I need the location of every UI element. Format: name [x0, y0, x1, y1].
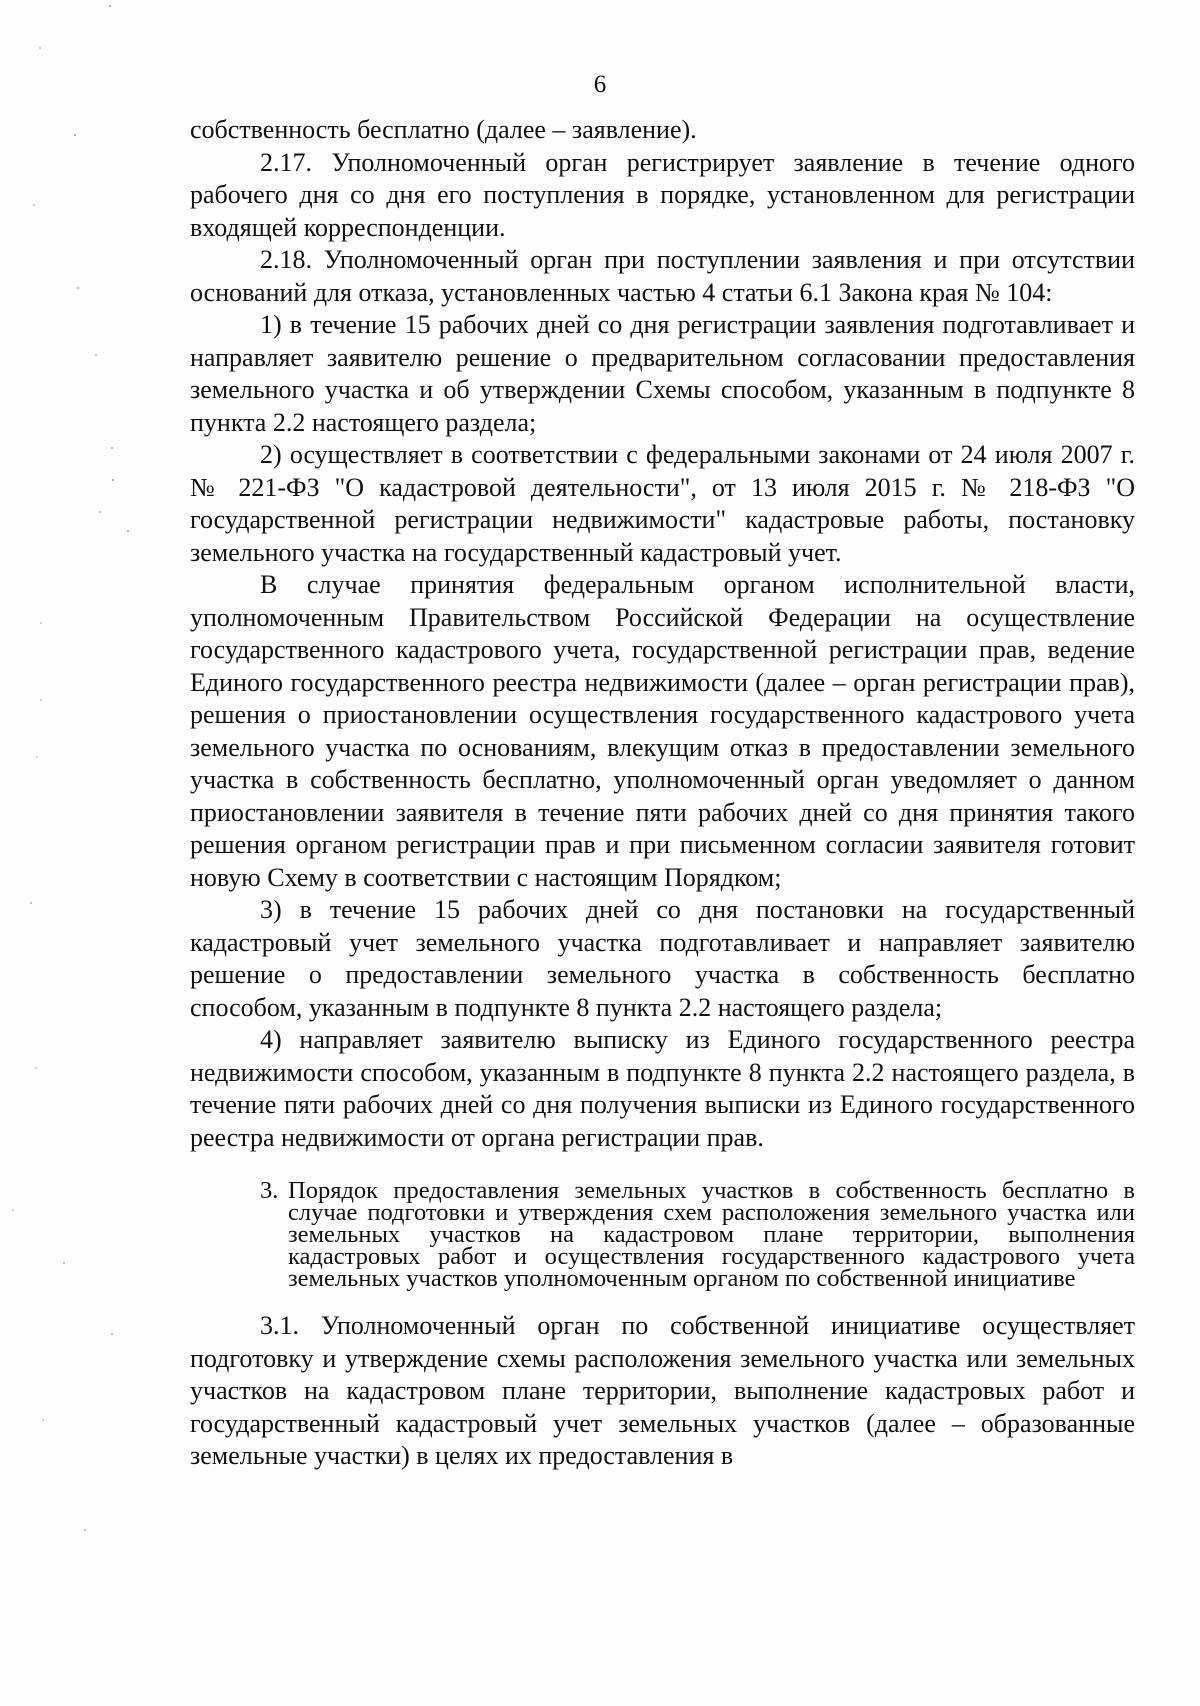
scan-artifacts [0, 0, 140, 1706]
list-item-4: 4) направляет заявителю выписку из Единого государственного реестра недвижимости способом, указанным в подпункте 8 пункта 2.2 настоящего раздела, в течение пяти рабочих дней со дня получения выписки из Единого государственного реестра недвижимости от органа регистрации прав. [190, 1025, 1135, 1152]
paragraph-3-1: 3.1. Уполномоченный орган по собственной инициативе осуществляет подготовку и утверждение схемы расположения земельного участка или земельных участков на кадастровом плане территории, выполнение кадастровых работ и государственный кадастровый учет земельных участков (далее – образованные земельные участки) в целях их предоставления в [190, 1311, 1135, 1470]
page-number: 6 [593, 71, 607, 98]
list-item-2: 2) осуществляет в соответствии с федеральными законами от 24 июля 2007 г. № 221-ФЗ "О кадастровой деятельности", от 13 июля 2015 г. № 218-ФЗ "О государственной регистрации недвижимости" кадастровые работы, постановку земельного участка на государственный кадастровый учет. [190, 440, 1135, 567]
section-number: 3. [260, 1177, 279, 1204]
list-item-3: 3) в течение 15 рабочих дней со дня постановки на государственный кадастровый учет земельного участка подготавливает и направляет заявителю решение о предоставлении земельного участка в собственность бесплатно способом, указанным в подпункте 8 пункта 2.2 настоящего раздела; [190, 895, 1135, 1022]
paragraph-continuation: собственность бесплатно (далее – заявление). [190, 115, 697, 144]
section-heading [190, 1177, 1135, 1292]
paragraph-2-17: 2.17. Уполномоченный орган регистрирует заявление в течение одного рабочего дня со дня его поступления в порядке, установленном для регистрации входящей корреспонденции. [190, 147, 1135, 242]
list-item-1: 1) в течение 15 рабочих дней со дня регистрации заявления подготавливает и направляет заявителю решение о предварительном согласовании предоставления земельного участка и об утверждении Схемы способом, указанным в подпункте 8 пункта 2.2 настоящего раздела; [190, 310, 1135, 437]
paragraph-2-18: 2.18. Уполномоченный орган при поступлении заявления и при отсутствии оснований для отказа, установленных частью 4 статьи 6.1 Закона края № 104: [190, 245, 1135, 307]
section-title: Порядок предоставления земельных участков в собственность бесплатно в случае подготовки и утверждения схем расположения земельного участка или земельных участков на кадастровом плане территории, выполнения кадастровых работ и осуществления государственного кадастрового учета земельных участков уполномоченным органом по собственной инициативе [288, 1177, 1135, 1292]
document-body [190, 114, 1135, 1473]
paragraph-suspension-case: В случае принятия федеральным органом исполнительной власти, уполномоченным Правительством Российской Федерации на осуществление государственного кадастрового учета, государственной регистрации прав, ведение Единого государственного реестра недвижимости (далее – орган регистрации прав), решения о приостановлении осуществления государственного кадастрового учета земельного участка по основаниям, влекущим отказ в предоставлении земельного участка в собственность бесплатно, уполномоченный орган уведомляет о данном приостановлении заявителя в течение пяти рабочих дней со дня принятия такого решения органом регистрации прав и при письменном согласии заявителя готовит новую Схему в соответствии с настоящим Порядком; [190, 570, 1135, 892]
